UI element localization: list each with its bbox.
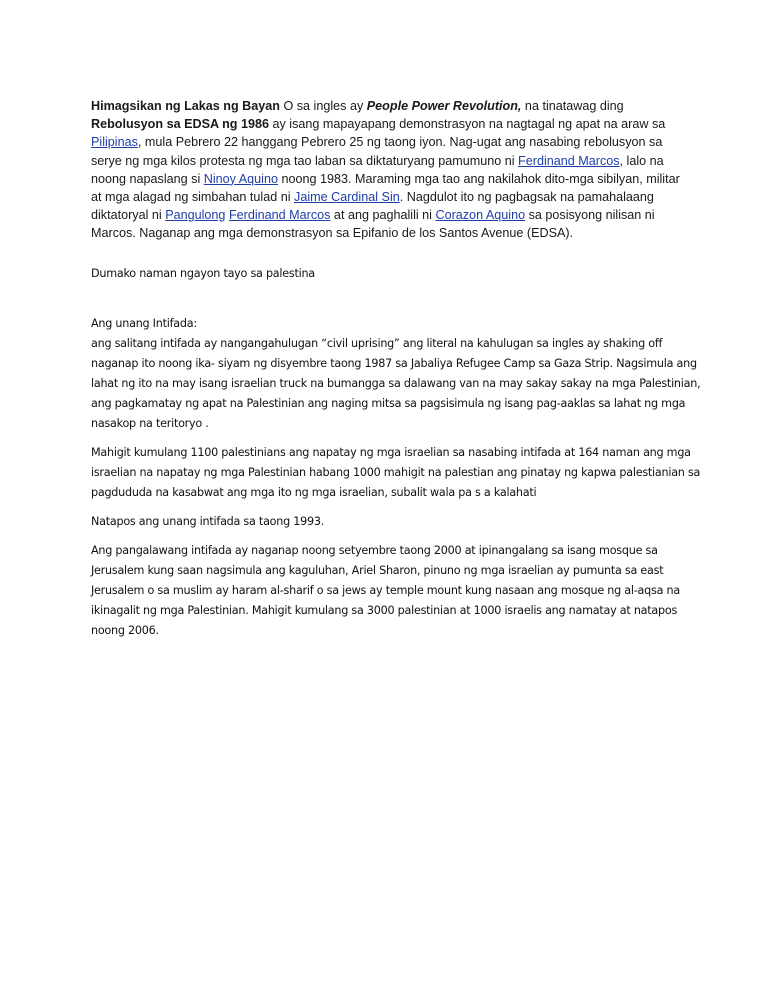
text-run: noong 1983. Maraming mga tao ang nakilahok dito-mga sibilyan, militar at mga alagad ng simbahan tulad ni xyxy=(91,171,680,205)
spacer xyxy=(91,532,701,541)
term-people-power: People Power Revolution, xyxy=(366,99,522,113)
casualties-paragraph: Mahigit kumulang 1100 palestinians ang napatay ng mga israelian sa nasabing intifada at 164 naman ang mga israelian na napatay ng mga Palestinian habang 1000 mahigit na palestian ang pinatay ng kapwa palestianian sa pagdududa na kasabwat ang mga ito ng mga israelian, subalit wala pa s a kalahati xyxy=(91,446,701,499)
text-run: na tinatawag ding xyxy=(521,99,624,113)
text-run: sa posisyong nilisan ni Marcos. Naganap ang mga demonstrasyon sa Epifanio de los Santos Avenue (EDSA). xyxy=(91,208,655,241)
term-himagsikan: Himagsikan ng Lakas ng Bayan xyxy=(91,99,280,113)
link-ferdinand-marcos[interactable]: Ferdinand Marcos xyxy=(518,153,620,168)
natapos-line: Natapos ang unang intifada sa taong 1993. xyxy=(91,515,325,528)
text-run: , lalo na noong napaslang si xyxy=(91,153,664,186)
spacer xyxy=(91,284,701,314)
text-run: . Nagdulot ito ng pagbagsak na pamahalaang diktatoryal ni xyxy=(91,190,654,223)
second-intifada-paragraph: Ang pangalawang intifada ay naganap noong setyembre taong 2000 at ipinangalang sa isang mosque sa Jerusalem kung saan nagsimula ang kaguluhan, Ariel Sharon, pinuno ng mga israelian ay pumunta sa east Jerusalem o sa muslim ay haram al-sharif o sa jews ay temple mount kung nasaan ang mosque ng al-aqsa na ikinagalit ng mga Palestinian. Mahigit kumulang sa 3000 palestinian at 1000 israelis ang namatay at natapos noong 2006. xyxy=(91,544,680,637)
link-jaime-cardinal-sin[interactable]: Jaime Cardinal Sin xyxy=(294,190,400,205)
link-pangulong[interactable]: Pangulong xyxy=(165,208,226,223)
people-power-paragraph xyxy=(91,97,691,243)
dumako-line: Dumako naman ngayon tayo sa palestina xyxy=(91,267,315,280)
link-pilipinas[interactable]: Pilipinas xyxy=(91,135,138,150)
spacer xyxy=(91,503,701,512)
palestine-section xyxy=(91,264,701,641)
intifada-paragraph: ang salitang intifada ay nangangahulugan “civil uprising” ang literal na kahulugan sa ingles ay shaking off naganap ito noong ika- siyam ng disyembre taong 1987 sa Jabaliya Refugee Camp sa Gaza Strip. Nagsimula ang lahat ng ito na may isang israelian truck na bumangga sa dalawang van na may sakay sakay na mga Palestinian, ang pagkamatay ng apat na Palestinian ang naging mitsa sa pagsisimula ng isang pag-aaklas sa lahat ng mga nasakop na teritoryo . xyxy=(91,337,701,430)
link-ninoy-aquino[interactable]: Ninoy Aquino xyxy=(203,171,278,186)
term-edsa: Rebolusyon sa EDSA ng 1986 xyxy=(91,117,269,132)
text-run: ay isang mapayapang demonstrasyon na nagtagal ng apat na araw sa xyxy=(269,117,666,132)
intifada-heading: Ang unang Intifada: xyxy=(91,317,197,330)
spacer xyxy=(91,434,701,443)
link-corazon-aquino[interactable]: Corazon Aquino xyxy=(435,208,526,223)
text-run: , mula Pebrero 22 hanggang Pebrero 25 ng taong iyon. Nag-ugat ang nasabing rebolusyon sa serye ng mga kilos protesta ng mga tao laban sa diktaturyang pamumuno ni xyxy=(91,135,663,168)
link-ferdinand-marcos-2[interactable]: Ferdinand Marcos xyxy=(228,208,331,223)
text-run: O sa ingles ay xyxy=(279,99,367,113)
text-run: at ang paghalili ni xyxy=(330,208,436,223)
